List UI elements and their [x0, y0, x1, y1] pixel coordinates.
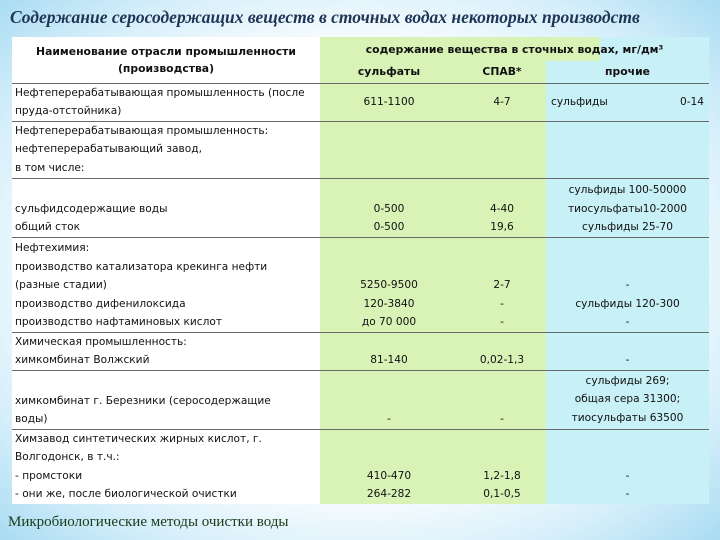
cell-other: сульфиды 0-14 [546, 83, 709, 121]
header-spav: СПАВ* [458, 61, 546, 83]
cell-sulfates: 0-500 0-500 [320, 178, 458, 237]
header-content-group: содержание вещества в сточных водах, мг/дм³ [320, 37, 709, 61]
cell-spav: 0,02-1,3 [458, 332, 546, 370]
table-row: Нефтеперерабатывающая промышленность: нефтеперерабатывающий завод, в том числе: [12, 121, 709, 178]
header-sulfates: сульфаты [320, 61, 458, 83]
cell-other: - [546, 332, 709, 370]
cell-other: сульфиды 100-50000 тиосульфаты10-2000 сульфиды 25-70 [546, 178, 709, 237]
cell-spav: 4-7 [458, 83, 546, 121]
table-row: Химзавод синтетических жирных кислот, г. Волгодонск, в т.ч.: - промстоки - они же, после биологической очистки 410-470 264-282 1,2-1,8 0,1-0,5 - - [12, 429, 709, 504]
cell-other: - - [546, 429, 709, 504]
cell-spav: 4-40 19,6 [458, 178, 546, 237]
cell-other: сульфиды 269; общая сера 31300; тиосульфаты 63500 [546, 370, 709, 429]
header-industry: Наименование отрасли промышленности (производства) [12, 37, 320, 83]
header-other: прочие [546, 61, 709, 83]
sulfur-compounds-table [12, 37, 709, 504]
slide-title: Содержание серосодержащих веществ в сточных водах некоторых производств [10, 7, 640, 27]
cell-spav: 1,2-1,8 0,1-0,5 [458, 429, 546, 504]
table-row: Нефтеперерабатывающая промышленность (после пруда-отстойника) 611-1100 4-7 сульфиды 0-14 [12, 83, 709, 121]
cell-sulfates: 611-1100 [320, 83, 458, 121]
table-row: сульфидсодержащие воды общий сток 0-500 0-500 4-40 19,6 сульфиды 100-50000 тиосульфаты10-2000 сульфиды 25-70 [12, 178, 709, 237]
cell-sulfates: - [320, 370, 458, 429]
slide-footer: Микробиологические методы очистки воды [8, 514, 289, 530]
cell-other: - сульфиды 120-300 - [546, 237, 709, 332]
table-row: Химическая промышленность: химкомбинат Волжский 81-140 0,02-1,3 - [12, 332, 709, 370]
cell-sulfates: 81-140 [320, 332, 458, 370]
cell-sulfates: 410-470 264-282 [320, 429, 458, 504]
cell-spav: - [458, 370, 546, 429]
table-row: химкомбинат г. Березники (серосодержащие воды) - - сульфиды 269; общая сера 31300; тиосульфаты 63500 [12, 370, 709, 429]
table-row: Нефтехимия: производство катализатора крекинга нефти (разные стадии) производство дифенилоксида производство нафтаминовых кислот 5250-9500 120-3840 до 70 000 2-7 - - - сульфиды 120-300 - [12, 237, 709, 332]
cell-spav: 2-7 - - [458, 237, 546, 332]
cell-sulfates: 5250-9500 120-3840 до 70 000 [320, 237, 458, 332]
header-row-1 [12, 37, 709, 61]
